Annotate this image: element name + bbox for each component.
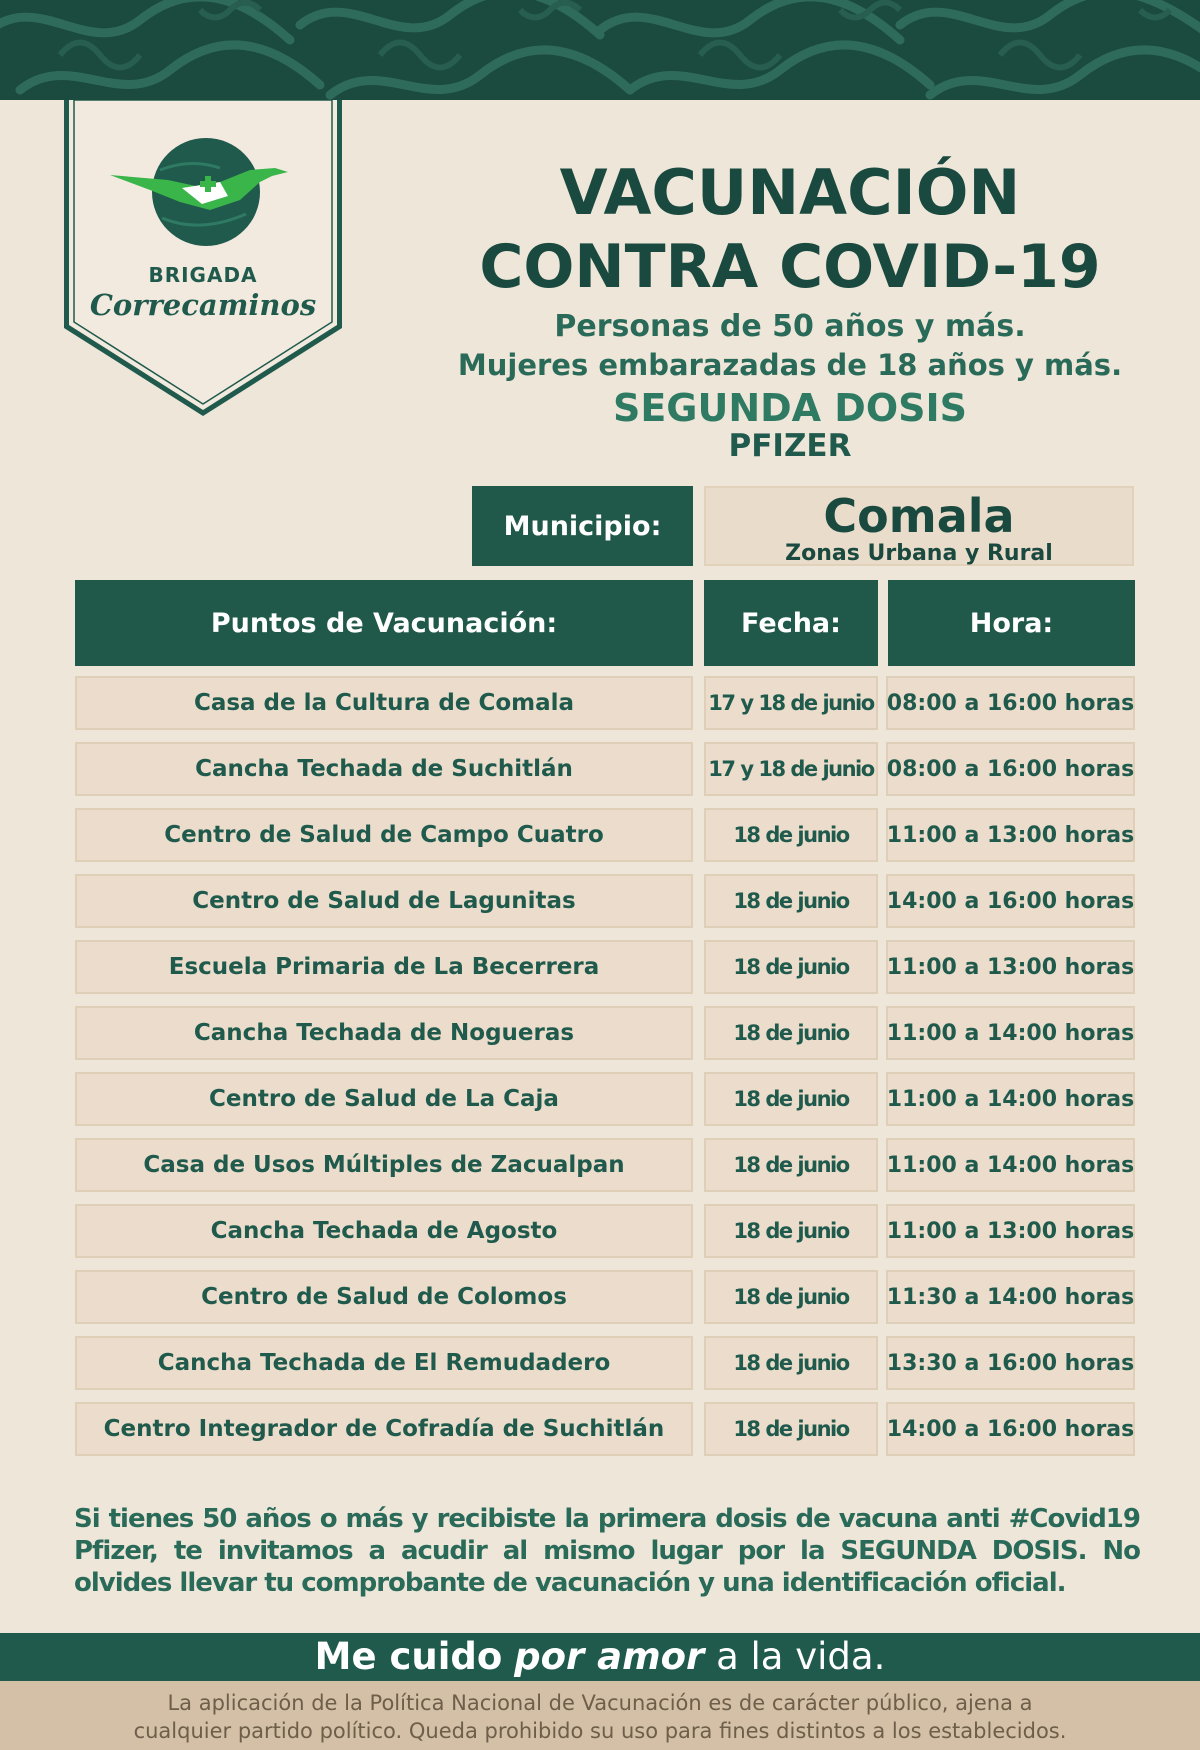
date-cell: 18 de junio [704,1402,878,1456]
hour-cell: 11:00 a 13:00 horas [886,1204,1135,1258]
table-row [0,940,1200,1006]
place-cell: Cancha Techada de Suchitlán [75,742,693,796]
place-cell: Cancha Techada de Nogueras [75,1006,693,1060]
municipio-zones: Zonas Urbana y Rural [785,541,1053,566]
legal-footer [0,1681,1200,1750]
slogan-part1: Me cuido [314,1635,503,1678]
audience-line1: Personas de 50 años y más. [554,309,1026,344]
table-row [0,1402,1200,1468]
slogan-part2: por amor [514,1635,705,1678]
hour-cell: 11:00 a 14:00 horas [886,1006,1135,1060]
column-header-place: Puntos de Vacunación: [75,580,693,666]
date-cell: 18 de junio [704,1270,878,1324]
hour-cell: 14:00 a 16:00 horas [886,1402,1135,1456]
footer-line1: La aplicación de la Política Nacional de Vacunación es de carácter público, ajena a [167,1691,1033,1715]
place-cell: Cancha Techada de Agosto [75,1204,693,1258]
brigada-badge [62,100,344,418]
place-cell: Centro Integrador de Cofradía de Suchitlán [75,1402,693,1456]
date-cell: 18 de junio [704,940,878,994]
column-header-date: Fecha: [704,580,878,666]
column-header-hour: Hora: [888,580,1135,666]
table-row [0,808,1200,874]
second-dose-note: Si tienes 50 años o más y recibiste la primera dosis de vacuna anti #Covid19 Pfizer, te invitamos a acudir al mismo lugar por la SEGUNDA DOSIS. No olvides llevar tu comprobante de vacunación y una identificación oficial. [74,1504,1140,1598]
page-title-line1: VACUNACIÓN [559,156,1021,229]
hour-cell: 13:30 a 16:00 horas [886,1336,1135,1390]
badge-title: BRIGADA [148,263,258,287]
municipio-label: Municipio: [472,486,693,566]
date-cell: 18 de junio [704,1072,878,1126]
hour-cell: 11:00 a 13:00 horas [886,940,1135,994]
place-cell: Casa de Usos Múltiples de Zacualpan [75,1138,693,1192]
date-cell: 18 de junio [704,1138,878,1192]
slogan-banner [0,1633,1200,1681]
place-cell: Escuela Primaria de La Becerrera [75,940,693,994]
date-cell: 18 de junio [704,1336,878,1390]
date-cell: 17 y 18 de junio [704,742,878,796]
table-row [0,742,1200,808]
vaccine-brand: PFIZER [728,428,852,464]
place-cell: Centro de Salud de La Caja [75,1072,693,1126]
table-row [0,874,1200,940]
date-cell: 18 de junio [704,1006,878,1060]
place-cell: Centro de Salud de Campo Cuatro [75,808,693,862]
date-cell: 18 de junio [704,1204,878,1258]
footer-line2: cualquier partido político. Queda prohibido su uso para fines distintos a los establecidos. [133,1719,1067,1743]
date-cell: 18 de junio [704,874,878,928]
place-cell: Casa de la Cultura de Comala [75,676,693,730]
table-row [0,676,1200,742]
hour-cell: 14:00 a 16:00 horas [886,874,1135,928]
audience-line2: Mujeres embarazadas de 18 años y más. [457,348,1123,382]
place-cell: Centro de Salud de Lagunitas [75,874,693,928]
vaccination-table [0,676,1200,1468]
table-row [0,1138,1200,1204]
decorative-pattern-banner [0,0,1200,100]
slogan-part3: a la vida. [716,1635,886,1678]
hour-cell: 11:30 a 14:00 horas [886,1270,1135,1324]
table-row [0,1336,1200,1402]
table-row [0,1006,1200,1072]
hour-cell: 08:00 a 16:00 horas [886,742,1135,796]
table-row [0,1270,1200,1336]
date-cell: 17 y 18 de junio [704,676,878,730]
hour-cell: 11:00 a 13:00 horas [886,808,1135,862]
place-cell: Cancha Techada de El Remudadero [75,1336,693,1390]
date-cell: 18 de junio [704,808,878,862]
dose-label: SEGUNDA DOSIS [612,386,968,430]
municipio-box [704,486,1134,566]
municipio-name: Comala [823,489,1015,543]
hour-cell: 11:00 a 14:00 horas [886,1138,1135,1192]
table-row [0,1072,1200,1138]
hour-cell: 08:00 a 16:00 horas [886,676,1135,730]
hour-cell: 11:00 a 14:00 horas [886,1072,1135,1126]
page-title-line2: CONTRA COVID-19 [479,232,1101,302]
place-cell: Centro de Salud de Colomos [75,1270,693,1324]
badge-subtitle: Correcaminos [89,288,317,322]
table-row [0,1204,1200,1270]
